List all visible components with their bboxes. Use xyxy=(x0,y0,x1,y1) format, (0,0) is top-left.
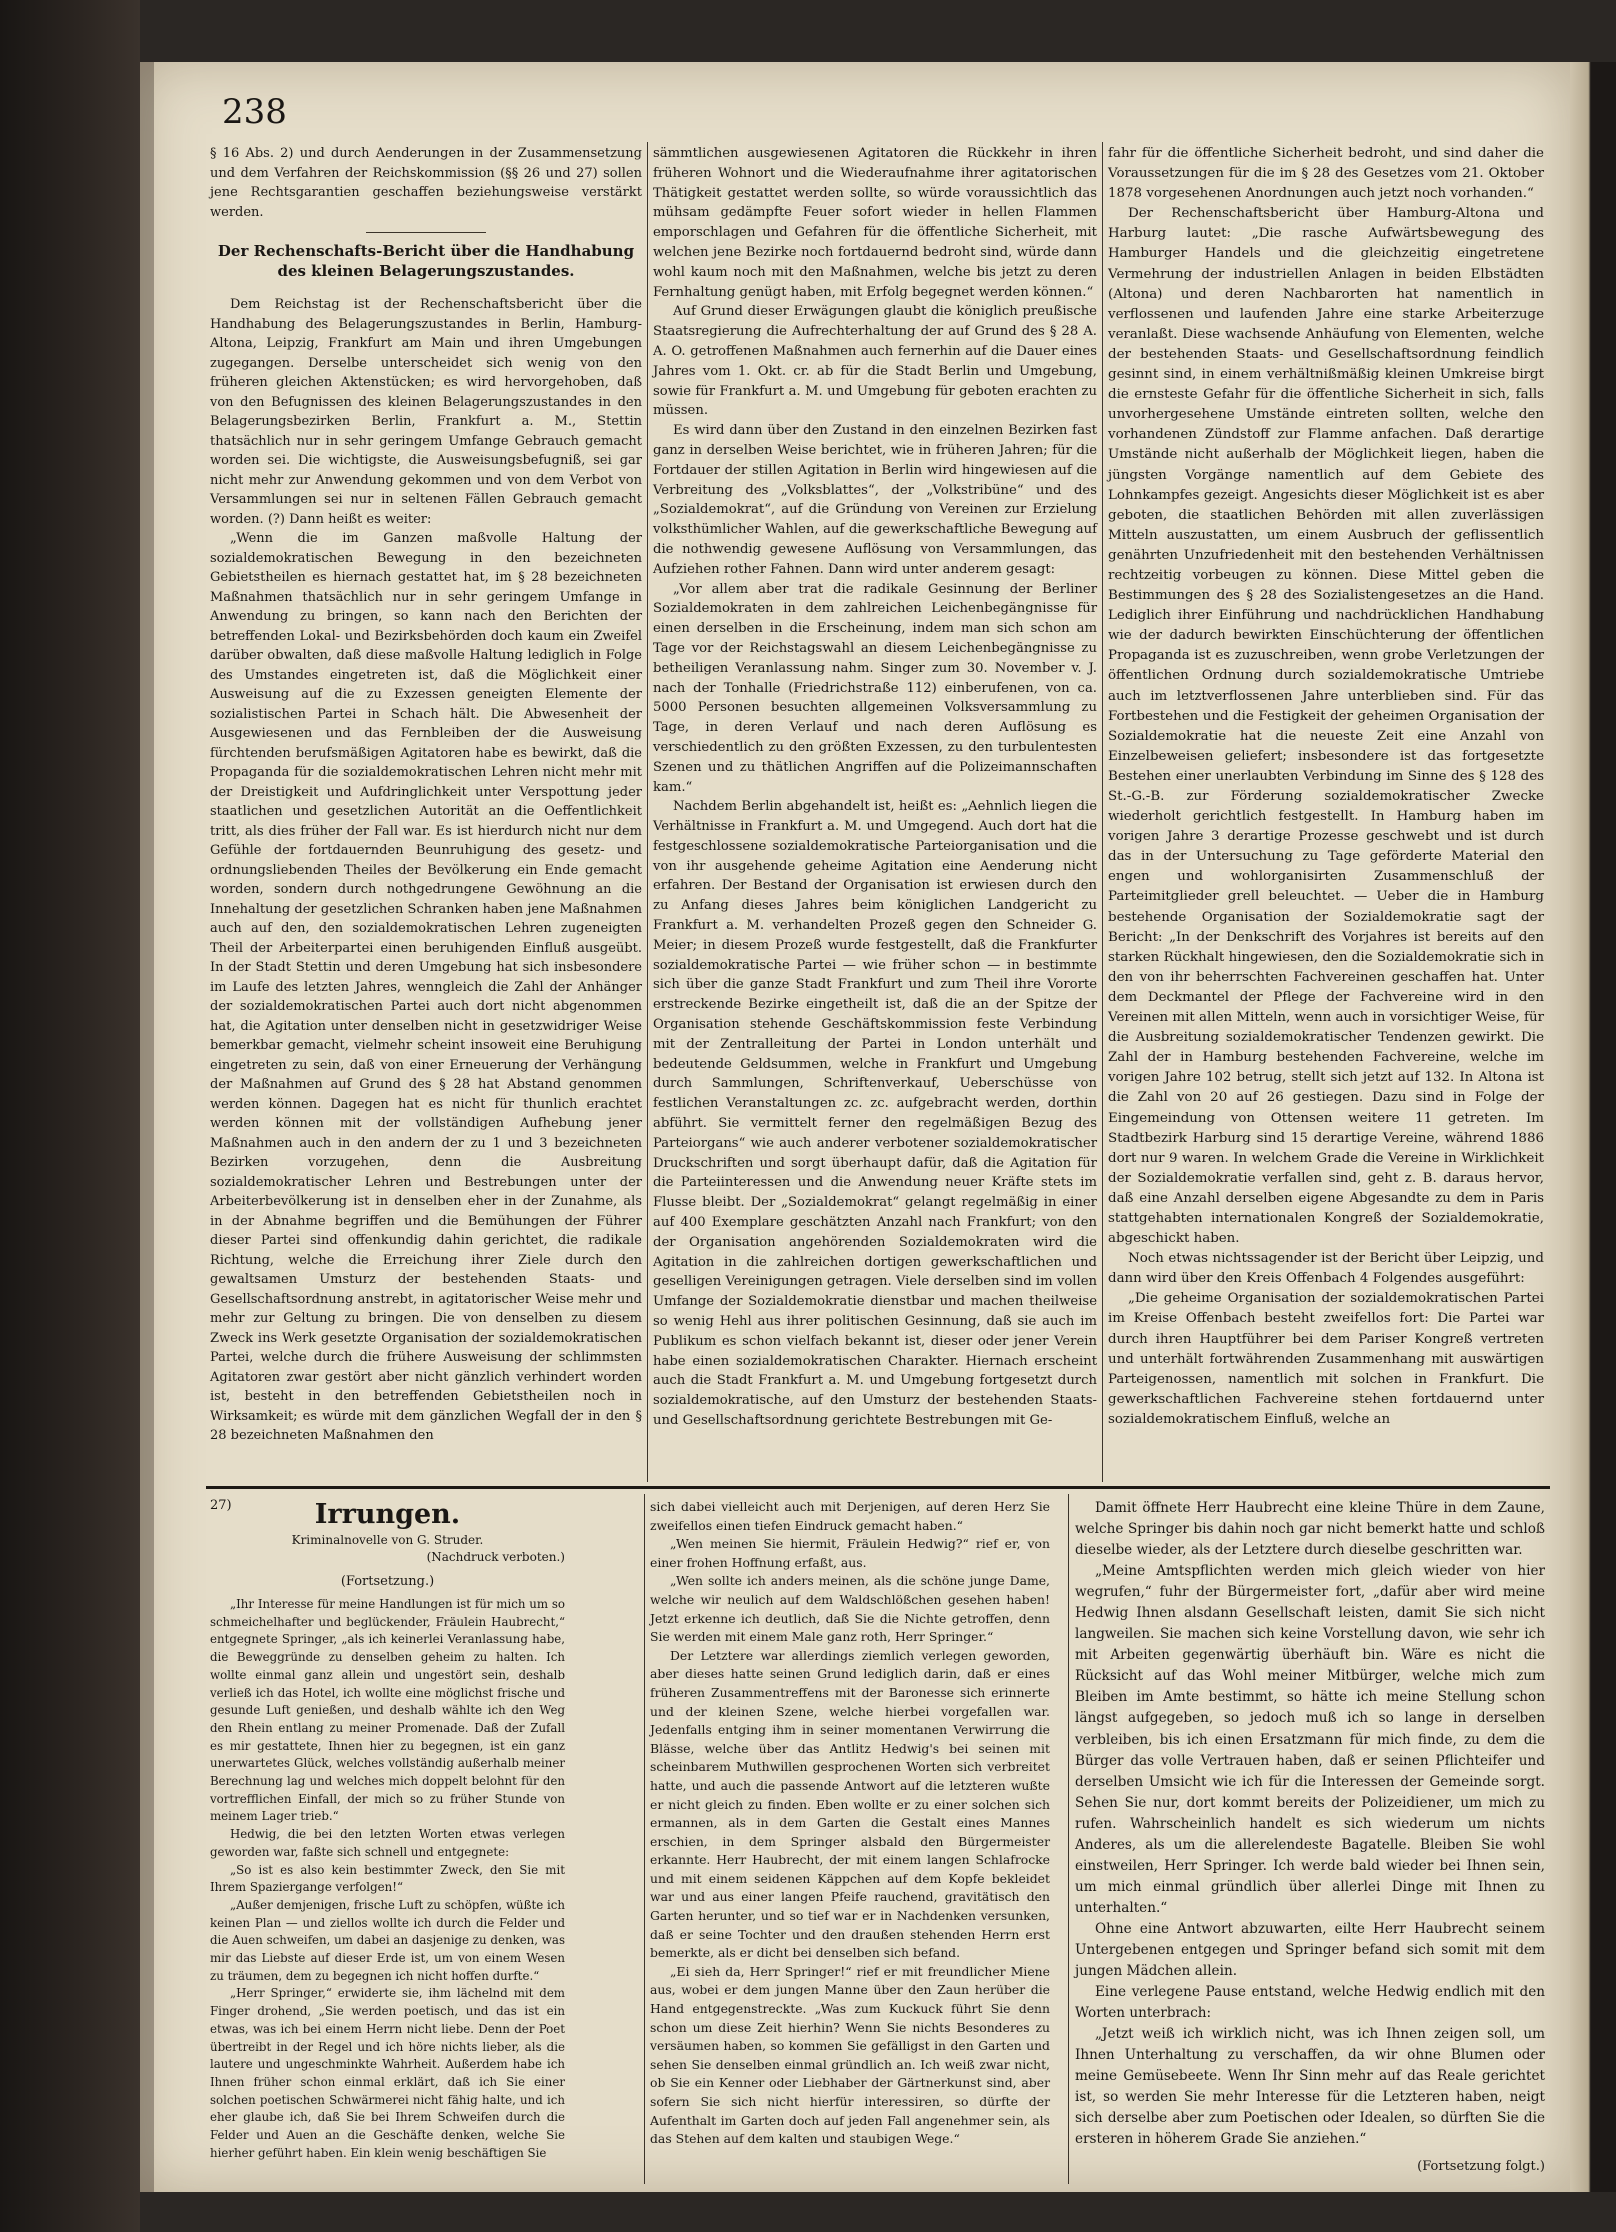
article-paragraph: „Die geheime Organisation der sozialdemokratischen Partei im Kreise Offenbach besteht zweifellos fort: Die Partei war durch ihren Hauptführer bei dem Pariser Kongreß vertreten und unterhält fortwährenden Zusammenhang mit auswärtigen Parteigenossen, namentlich mit solchen in Frankfurt. Die gewerkschaftlichen Fachvereine stehen fortdauernd unter sozialdemokratischem Einfluß, welche an xyxy=(1108,1291,1544,1427)
article-paragraph: Es wird dann über den Zustand in den einzelnen Bezirken fast ganz in derselben Weise berichtet, wie in früheren Jahren; für die Fortdauer der stillen Agitation in Berlin wird hingewiesen auf die Verbreitung des „Volksblattes“, der „Volkstribüne“ und des „Sozialdemokrat“, auf die Gründung von Vereinen zur Erzielung volksthümlicher Wahlen, auf die gewerkschaftliche Bewegung auf die nothwendig gewesene Auflösung von Versammlungen, das Aufziehen rother Fahnen. Dann wird unter anderem gesagt: xyxy=(653,423,1097,577)
article-paragraph: „Vor allem aber trat die radikale Gesinnung der Berliner Sozialdemokraten in dem zahlreichen Leichenbegängnisse für einen derselben in die Erscheinung, indem man sich schon am Tage vor der Reichstagswahl an diesem Leichenbegängnisse zu betheiligen Veranlassung nahm. Singer zum 30. November v. J. nach der Tonhalle (Friedrichstraße 112) einberufenen, von ca. 5000 Personen besuchten allgemeinen Volksversammlung zu Tage, in deren Verlauf und nach deren Auflösung es verschiedentlich zu den größten Exzessen, zu den turbulentesten Szenen und zu thätlichen Angriffen auf die Polizeimannschaften kam.“ xyxy=(653,581,1097,795)
article-column-2 xyxy=(653,144,1097,1431)
article-paragraph: Der Rechenschaftsbericht über Hamburg-Altona und Harburg lautet: „Die rasche Aufwärtsbewegung des Hamburger Handels und die gleichzeitig eingetretene Vermehrung der industriellen Anlagen in beiden Elbstädten (Altona) und deren Nachbarorten hat namentlich in verflossenen und laufenden Jahre eine starke Arbeiterzuge veranlaßt. Diese wachsende Anhäufung von Elementen, welche der bestehenden Staats- und Gesellschaftsordnung feindlich gesinnt sind, in einem verhältnißmäßig kleinen Umkreise birgt die ernsteste Gefahr für die öffentliche Sicherheit in sich, falls unvorhergesehene Umstände eintreten sollten, welche den vorhandenen Zündstoff zur Flamme anfachen. Daß derartige Umstände nicht außerhalb der Möglichkeit liegen, haben die jüngsten Vorgänge namentlich auf dem Gebiete des Lohnkampfes gezeigt. Angesichts dieser Möglichkeit ist es aber geboten, die staatlichen Behörden mit allen zuverlässigen Mitteln auszustatten, um einem Ausbruch der geflissentlich genährten Unzufriedenheit mit den bestehenden Verhältnissen rechtzeitig vorbeugen zu können. Diese Mittel geben die Bestimmungen des § 28 des Sozialistengesetzes an die Hand. Lediglich ihrer Einführung und nachdrücklichen Handhabung wie der dadurch bewirkten Einschüchterung der öffentlichen Propaganda ist es zuzuschreiben, wenn grobe Verletzungen der öffentlichen Ordnung durch sozialdemokratische Umtriebe auch im letztverflossenen Jahre unterblieben sind. Für das Fortbestehen und die Festigkeit der geheimen Organisation der Sozialdemokratie hat die neueste Zeit eine Anzahl von Einzelbeweisen geliefert; insbesondere ist das fortgesetzte Bestehen einer unerlaubten Verbindung im Sinne des § 128 des St.-G.-B. zur Förderung sozialdemokratischer Zwecke wiederholt gerichtlich festgestellt. In Hamburg haben im vorigen Jahre 3 derartige Prozesse geschwebt und ist durch das in der Untersuchung zu Tage geförderte Material den engen und wohlorganisirten Zusammenschluß der Parteimitglieder grell beleuchtet. — Ueber die in Hamburg bestehende Organisation der Sozialdemokratie sagt der Bericht: „In der Denkschrift des Vorjahres ist bereits auf den starken Rückhalt hingewiesen, den die Sozialdemokratie sich in den von ihr beherrschten Fachvereinen geschaffen hat. Unter dem Deckmantel der Pflege der Fachvereine wird in den Vereinen mit allen Mitteln, wenn auch in vorsichtiger Weise, für die Ausbreitung sozialdemokratischer Tendenzen gewirkt. Die Zahl der in Hamburg bestehenden Fachvereine, welche im vorigen Jahre 102 betrug, stellt sich jetzt auf 132. In Altona ist die Zahl von 20 auf 26 gestiegen. Dazu sind in Folge der Eingemeindung von Ottensen weitere 11 getreten. Im Stadtbezirk Harburg sind 15 derartige Vereine, während 1886 dort nur 9 waren. In welchem Grade die Vereine in Wirklichkeit der Sozialdemokratie verfallen sind, geht z. B. daraus hervor, daß eine Anzahl derselben eigene Abgesandte zu dem in Paris stattgehabten internationalen Kongreß der Sozialdemokratie, abgeschickt haben. xyxy=(1108,206,1544,1247)
story-paragraph: Hedwig, die bei den letzten Worten etwas verlegen geworden war, faßte sich schnell und entgegnete: xyxy=(210,1827,565,1859)
continuation-label: (Fortsetzung.) xyxy=(340,1574,435,1589)
reprint-notice: (Nachdruck verboten.) xyxy=(426,1550,565,1564)
article-paragraph: Nachdem Berlin abgehandelt ist, heißt es: „Aehnlich liegen die Verhältnisse in Frankfurt a. M. und Umgegend. Auch dort hat die festgeschlossene sozialdemokratische Parteiorganisation und die von ihr ausgehende geheime Agitation eine Aenderung nicht erfahren. Der Bestand der Organisation ist erwiesen durch den zu Anfang dieses Jahres beim königlichen Landgericht zu Frankfurt a. M. verhandelten Prozeß gegen den Schneider G. Meier; in diesem Prozeß wurde festgestellt, daß die Frankfurter sozialdemokratische Partei — wie früher schon — in bestimmte sich über die ganze Stadt Frankfurt und zum Theil ihre Vororte erstreckende Bezirke eingetheilt ist, daß die an der Spitze der Organisation stehende Geschäftskommission feste Verbindung mit der Zentralleitung der Partei in London unterhält und bedeutende Geldsummen, welche in Frankfurt und Umgebung durch Sammlungen, Schriftenverkauf, Ueberschüsse von festlichen Veranstaltungen zc. zc. aufgebracht werden, dorthin abführt. Sie vermittelt ferner den regelmäßigen Bezug des Parteiorgans“ wie auch anderer verbotener sozialdemokratischer Druckschriften und sorgt überhaupt dafür, daß die Agitation für die Parteiinteressen und die Anwendung neuer Kräfte stets im Flusse bleibt. Der „Sozialdemokrat“ gelangt regelmäßig in einer auf 400 Exemplare geschätzten Anzahl nach Frankfurt; von den der Organisation angehörenden Sozialdemokraten wird die Agitation in die zahlreichen dortigen gewerkschaftlichen und geselligen Vereinigungen getragen. Viele derselben sind im vollen Umfange der Sozialdemokratie dienstbar und machen theilweise so wenig Hehl aus ihrer politischen Gesinnung, daß sie auch im Publikum es schon vielfach bekannt ist, dieser oder jener Verein habe einen sozialdemokratischen Charakter. Hiernach erscheint auch die Stadt Frankfurt a. M. und Umgebung fortgesetzt durch sozialdemokratische, auf den Umsturz der bestehenden Staats- und Gesellschaftsordnung gerichtete Bestrebungen mit Ge- xyxy=(653,799,1097,1428)
article-paragraph: fahr für die öffentliche Sicherheit bedroht, und sind daher die Voraussetzungen für die im § 28 des Gesetzes vom 21. Oktober 1878 vorgesehenen Anordnungen auch jetzt noch vorhanden.“ xyxy=(1108,146,1544,202)
story-paragraph: „Ihr Interesse für meine Handlungen ist für mich um so schmeichelhafter und beglückender, Fräulein Haubrecht,“ entgegnete Springer, „als ich keinerlei Veranlassung habe, die Beweggründe zu denselben geheim zu halten. Ich wollte einmal ganz allein und ungestört sein, deshalb verließ ich das Hotel, ich wollte eine möglichst frische und gesunde Luft genießen, und deshalb wählte ich den Weg den Rhein entlang zu meiner Promenade. Daß der Zufall es mir gestattete, Ihnen hier zu begegnen, ist ein ganz unerwartetes Glück, welches vollständig außerhalb meiner Berechnung lag und welches mich doppelt belohnt für den vortrefflichen Einfall, der mich so zu früher Stunde von meinem Lager trieb.“ xyxy=(210,1597,565,1824)
story-paragraph: „Ei sieh da, Herr Springer!“ rief er mit freundlicher Miene aus, wobei er dem jungen Manne über den Zaun herüber die Hand entgegenstreckte. „Was zum Kuckuck führt Sie denn schon um diese Zeit hierhin? Wenn Sie nichts Besonderes zu versäumen haben, so kommen Sie gefälligst in den Garten und sehen Sie denselben einmal gründlich an. Ich weiß zwar nicht, ob Sie ein Kenner oder Liebhaber der Gärtnerkunst sind, aber sofern Sie sich nicht hierfür interessiren, so dürfte der Aufenthalt im Garten doch auf jeden Fall angenehmer sein, als das Stehen auf dem kalten und staubigen Wege.“ xyxy=(650,1963,1050,2147)
feuilleton-title: Irrungen. xyxy=(314,1499,461,1530)
feuilleton-column-3 xyxy=(1075,1498,1545,2178)
story-paragraph: Der Letztere war allerdings ziemlich verlegen geworden, aber dieses hatte seinen Grund lediglich darin, daß er eines früheren Zusammentreffens mit der Baronesse sich erinnerte und der kleinen Szene, welche hierbei vorgefallen war. Jedenfalls entging ihm in seiner momentanen Verwirrung die Blässe, welche über das Antlitz Hedwig's bei seinen mit scheinbarem Muthwillen gesprochenen Worten sich verbreitet hatte, und auch die passende Antwort auf die letzteren wußte er nicht gleich zu finden. Eben wollte er zu einer solchen sich ermannen, als in dem Garten die Gestalt eines Mannes erschien, in dem Springer alsbald den Bürgermeister erkannte. Herr Haubrecht, der mit einem langen Schlafrocke und mit einem seidenen Käppchen auf dem Kopfe bekleidet war und aus einer langen Pfeife rauchend, gravitätisch den Garten herunter, und so tief war er in Nachdenken versunken, daß er seine Tochter und den draußen stehenden Herrn erst bemerkte, als er dicht bei denselben sich befand. xyxy=(650,1647,1050,1961)
story-paragraph: „Wen meinen Sie hiermit, Fräulein Hedwig?“ rief er, von einer frohen Hoffnung erfaßt, aus. xyxy=(650,1536,1050,1570)
story-paragraph: „Jetzt weiß ich wirklich nicht, was ich Ihnen zeigen soll, um Ihnen Unterhaltung zu verschaffen, da wir ohne Blumen oder meine Gemüsebeete. Wenn Ihr Sinn mehr auf das Reale gerichtet ist, so werden Sie mehr Interesse für die Letzteren haben, neigt sich derselbe aber zum Poetischen oder Idealen, so dürften Sie die ersteren in höherem Grade Sie anziehen.“ xyxy=(1075,2026,1545,2148)
article-column-1 xyxy=(210,144,642,1446)
article-paragraph: Auf Grund dieser Erwägungen glaubt die königlich preußische Staatsregierung die Aufrechterhaltung der auf Grund des § 28 A. A. O. getroffenen Maßnahmen auch fernerhin auf die Dauer eines Jahres vom 1. Okt. cr. ab für die Stadt Berlin und Umgebung, sowie für Frankfurt a. M. und Umgebung für geboten erachten zu müssen. xyxy=(653,304,1097,419)
feuilleton-subtitle: Kriminalnovelle von G. Struder. xyxy=(291,1533,484,1547)
column-rule xyxy=(1068,1494,1069,2184)
story-paragraph: „Meine Amtspflichten werden mich gleich wieder von hier wegrufen,“ fuhr der Bürgermeister fort, „dafür aber wird meine Hedwig Ihnen alsdann Gesellschaft leisten, damit Sie sich nicht langweilen. Sie machen sich keine Vorstellung davon, wie sehr ich mit Arbeiten gegenwärtig überhäuft bin. Wäre es nicht die Rücksicht auf das Wohl meiner Mitbürger, welche mich zum Bleiben im Amte bestimmt, so hätte ich meine Stellung schon längst aufgegeben, so jedoch muß ich so lange in derselben verbleiben, bis ich einen Ersatzmann für mich finde, zu dem die Bürger das volle Vertrauen haben, daß er seinen Pflichteifer und derselben Umsicht wie ich für die Interessen der Gemeinde sorgt. Sehen Sie nur, dort kommt bereits der Polizeidiener, um mich zu rufen. Wahrscheinlich handelt es sich wiederum um nichts Anderes, als um die allerelendeste Bagatelle. Bleiben Sie wohl einstweilen, Herr Springer. Ich werde bald wieder bei Ihnen sein, um mich einmal gründlich über allerlei Dinge mit Ihnen zu unterhalten.“ xyxy=(1075,1563,1545,1916)
story-paragraph: Eine verlegene Pause entstand, welche Hedwig endlich mit den Worten unterbrach: xyxy=(1075,1984,1545,2022)
article-paragraph: sämmtlichen ausgewiesenen Agitatoren die Rückkehr in ihren früheren Wohnort und die Wiederaufnahme ihrer agitatorischen Thätigkeit gestattet werden sollte, so würde voraussichtlich das mühsam gedämpfte Feuer sofort wieder in hellen Flammen emporschlagen und Gefahren für die öffentliche Sicherheit, mit welchen jene Bezirke noch fortdauernd bedroht sind, würde dann wohl kaum noch mit den Maßnahmen, welche bis jetzt zu deren Fernhaltung genügt haben, mit Erfolg begegnet werden können.“ xyxy=(653,146,1097,300)
article-paragraph: Noch etwas nichtssagender ist der Bericht über Leipzig, und dann wird über den Kreis Offenbach 4 Folgendes ausgeführt: xyxy=(1108,1251,1544,1287)
feuilleton-column-1 xyxy=(210,1498,565,2163)
book-binding xyxy=(0,0,140,2232)
page-number: 238 xyxy=(222,92,287,132)
feuilleton-column-2 xyxy=(650,1498,1050,2149)
column-rule xyxy=(644,1494,645,2184)
story-paragraph: Damit öffnete Herr Haubrecht eine kleine Thüre in dem Zaune, welche Springer bis dahin noch gar nicht bemerkt hatte und schloß dieselbe wieder, als der Letztere durch dieselbe geschritten war. xyxy=(1075,1500,1545,1559)
article-paragraph: Dem Reichstag ist der Rechenschaftsbericht über die Handhabung des Belagerungszustandes in Berlin, Hamburg-Altona, Leipzig, Frankfurt am Main und ihren Umgebungen zugegangen. Derselbe unterscheidet sich wenig von den früheren gleichen Aktenstücken; es wird hervorgehoben, daß von den Befugnissen des kleinen Belagerungszustandes in den Belagerungsbezirken Berlin, Frankfurt a. M., Stettin thatsächlich nur in sehr geringem Umfange Gebrauch gemacht worden sei. Die wichtigste, die Ausweisungsbefugniß, sei gar nicht mehr zur Anwendung gekommen und von dem Verbot von Versammlungen sei nur in seltenen Fällen Gebrauch gemacht worden. (?) Dann heißt es weiter: xyxy=(210,297,642,527)
article-column-3 xyxy=(1108,144,1544,1430)
feuilleton-separator xyxy=(206,1486,1550,1489)
divider xyxy=(366,232,486,233)
column-rule xyxy=(1102,142,1103,1482)
feuilleton-number: 27) xyxy=(210,1498,232,1513)
story-paragraph: „Wen sollte ich anders meinen, als die schöne junge Dame, welche wir neulich auf dem Waldschlößchen gesehen haben! Jetzt erkenne ich deutlich, daß Sie die Nichte getroffen, denn Sie werden mit einem Male ganz roth, Herr Springer.“ xyxy=(650,1573,1050,1645)
page-gutter xyxy=(140,62,154,2192)
newspaper-page xyxy=(140,62,1570,2192)
story-paragraph: sich dabei vielleicht auch mit Derjenigen, auf deren Herz Sie zweifellos einen tiefen Eindruck gemacht haben.“ xyxy=(650,1499,1050,1533)
article-heading: Der Rechenschafts-Bericht über die Handhabung des kleinen Belagerungszustandes. xyxy=(217,242,635,280)
to-be-continued: (Fortsetzung folgt.) xyxy=(1417,2159,1545,2175)
story-paragraph: „So ist es also kein bestimmter Zweck, den Sie mit Ihrem Spaziergange verfolgen!“ xyxy=(210,1862,565,1895)
next-page-edge xyxy=(1570,62,1616,2192)
article-paragraph: „Wenn die im Ganzen maßvolle Haltung der sozialdemokratischen Bewegung in den bezeichneten Gebietstheilen es hiernach gestattet hat, im § 28 bezeichneten Maßnahmen thatsächlich nur in sehr geringem Umfange in Anwendung zu bringen, so kann nach den Berichten der betreffenden Lokal- und Bezirksbehörden doch kaum ein Zweifel darüber obwalten, daß diese maßvolle Haltung lediglich in Folge des Umstandes eingetreten ist, daß die Möglichkeit einer Ausweisung auf die zu Exzessen geneigten Elemente der sozialistischen Partei in Schach hält. Die Abwesenheit der Ausgewiesenen und das Fernbleiben der die Ausweisung fürchtenden berufsmäßigen Agitatoren habe es bewirkt, daß die Propaganda für die sozialdemokratischen Lehren nicht mehr mit der Dreistigkeit und Aufdringlichkeit unter Verspottung jeder staatlichen und gesetzlichen Autorität an die Oeffentlichkeit tritt, als dies früher der Fall war. Es ist hierdurch nicht nur dem Gefühle der fortdauernden Beunruhigung des gesetz- und ordnungsliebenden Theiles der Bevölkerung ein Ende gemacht worden, sondern durch nothgedrungene Gewöhnung an die Innehaltung der gesetzlichen Schranken haben jene Maßnahmen auch auf den, den sozialdemokratischen Lehren zugeneigten Theil der Arbeiterpartei einen beruhigenden Einfluß ausgeübt. In der Stadt Stettin und deren Umgebung hat sich insbesondere im Laufe des letzten Jahres, wenngleich die Zahl der Anhänger der sozialdemokratischen Partei auch dort nicht abgenommen hat, die Agitation unter denselben nicht in gesetzwidriger Weise bemerkbar gemacht, vielmehr scheint insoweit eine Beruhigung eingetreten zu sein, daß von einer Erneuerung der Verhängung der Maßnahmen auf Grund des § 28 hat Abstand genommen werden können. Dagegen hat es nicht für thunlich erachtet werden können mit der vollständigen Aufhebung jener Maßnahmen auch in den andern der zu 1 und 3 bezeichneten Bezirken vorzugehen, denn die Ausbreitung sozialdemokratischer Lehren und Bestrebungen unter der Arbeiterbevölkerung ist in denselben eher in der Zunahme, als in der Abnahme begriffen und die Bemühungen der Führer dieser Partei sind offenkundig dahin gerichtet, die radikale Richtung, welche die Erreichung ihrer Ziele durch den gewaltsamen Umsturz der bestehenden Staats- und Gesellschaftsordnung anstrebt, in agitatorischer Weise mehr und mehr zur Geltung zu bringen. Die von denselben zu diesem Zweck ins Werk gesetzte Organisation der sozialdemokratischen Partei, welche durch die frühere Ausweisung der schlimmsten Agitatoren zwar gestört aber nicht gänzlich verhindert worden ist, besteht in den betreffenden Gebietstheilen noch in Wirksamkeit; es würde mit dem gänzlichen Wegfall der in den § 28 bezeichneten Maßnahmen den xyxy=(210,531,642,1443)
article-intro: § 16 Abs. 2) und durch Aenderungen in der Zusammensetzung und dem Verfahren der Reichskommission (§§ 26 und 27) sollen jene Rechtsgarantien geschaffen beziehungsweise verstärkt werden. xyxy=(210,146,642,220)
story-paragraph: „Herr Springer,“ erwiderte sie, ihm lächelnd mit dem Finger drohend, „Sie werden poetisch, und das ist ein etwas, was ich bei einem Herrn nicht liebe. Denn der Poet übertreibt in der Regel und ich höre nichts lieber, als die lautere und ungeschminkte Wahrheit. Außerdem habe ich Ihnen früher schon einmal erklärt, daß ich Sie einer solchen poetischen Schwärmerei nicht fähig halte, und ich eher glaube ich, daß Sie bei Ihrem Schweifen durch die Felder und Auen an die Geschäfte denken, welche Sie hierher geführt haben. Ein klein wenig beschäftigen Sie xyxy=(210,1986,565,2160)
column-rule xyxy=(647,142,648,1482)
story-paragraph: Ohne eine Antwort abzuwarten, eilte Herr Haubrecht seinem Untergebenen entgegen und Springer befand sich somit mit dem jungen Mädchen allein. xyxy=(1075,1920,1545,1980)
story-paragraph: „Außer demjenigen, frische Luft zu schöpfen, wüßte ich keinen Plan — und ziellos wollte ich durch die Felder und die Auen schweifen, um dabei an dasjenige zu denken, was mir das Liebste auf dieser Erde ist, um von einem Wesen zu träumen, dem zu begegnen ich nicht hoffen durfte.“ xyxy=(210,1897,565,1983)
